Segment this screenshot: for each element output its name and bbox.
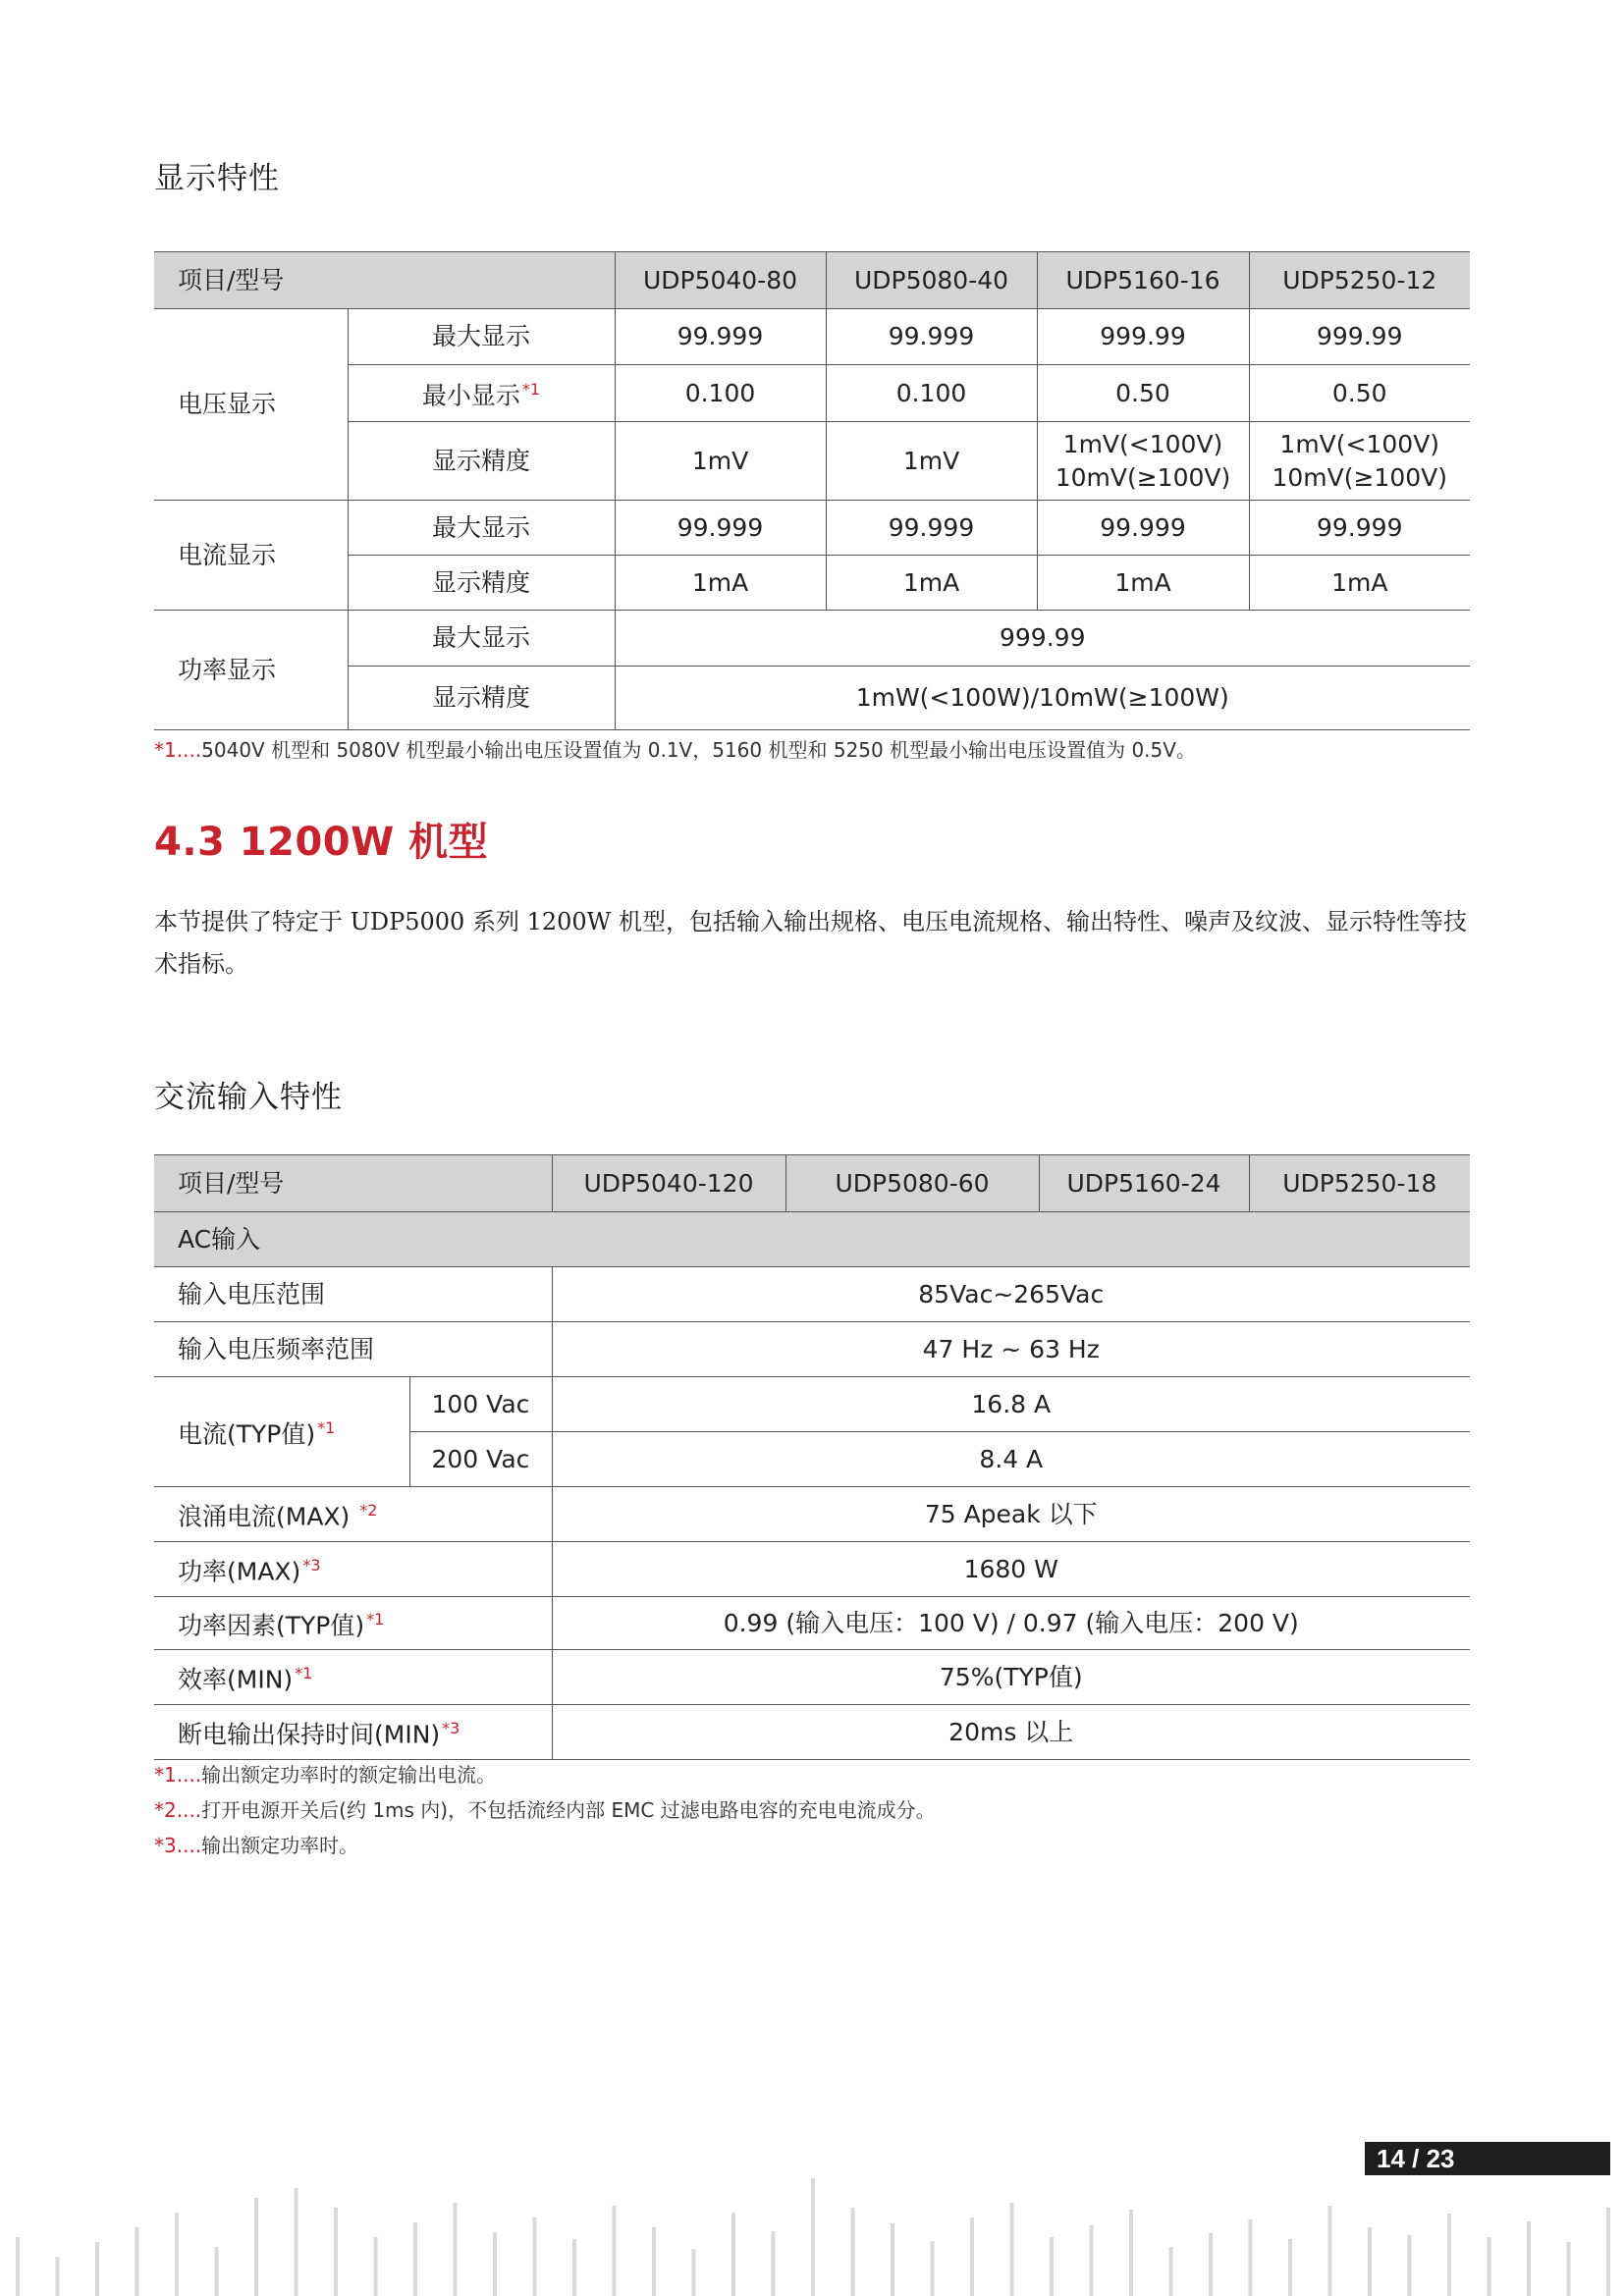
cell-line: 10mV(≥100V)	[1272, 462, 1448, 492]
decorative-bar	[533, 2217, 537, 2296]
table-row	[154, 1542, 1470, 1597]
footnote-text: 输出额定功率时。	[201, 1834, 359, 1857]
decorative-bar	[295, 2188, 298, 2296]
row-label-text: 电流(TYP值)	[178, 1419, 316, 1449]
decorative-bar	[334, 2208, 338, 2296]
decorative-bar	[254, 2198, 258, 2296]
row-label: 显示精度	[348, 422, 615, 501]
cell-line: 1mV	[902, 446, 960, 475]
section-title: 4.3 1200W 机型	[154, 820, 489, 865]
table-cell: 99.999	[826, 501, 1037, 556]
decorative-bar	[1567, 2242, 1571, 2296]
table-cell: 999.99	[615, 611, 1470, 667]
model-header: UDP5040-80	[615, 252, 826, 309]
decorative-bar	[692, 2249, 696, 2296]
decorative-bar	[95, 2242, 99, 2296]
footnote	[154, 1792, 936, 1828]
ac-section-heading: 交流输入特性	[154, 1080, 343, 1115]
table-cell: 999.99	[1249, 309, 1470, 365]
decorative-bar	[1169, 2247, 1173, 2296]
decorative-bar	[613, 2206, 617, 2296]
decorative-bar	[1090, 2225, 1094, 2296]
table-row	[154, 309, 1470, 365]
table-cell: 0.99 (输入电压：100 V) / 0.97 (输入电压：200 V)	[552, 1597, 1470, 1650]
table-cell: 1mA	[1037, 556, 1249, 611]
table-row	[154, 667, 1470, 730]
table-cell: 1mW(<100W)/10mW(≥100W)	[615, 667, 1470, 730]
decorative-bar	[772, 2231, 776, 2296]
decorative-bar	[454, 2203, 458, 2296]
model-header: UDP5080-60	[785, 1155, 1039, 1212]
decorative-bar	[891, 2223, 894, 2296]
decorative-bar	[731, 2213, 735, 2296]
table-cell: 1mA	[826, 556, 1037, 611]
table-cell: 99.999	[1037, 501, 1249, 556]
row-label	[154, 1650, 552, 1705]
decorative-bar	[56, 2257, 60, 2296]
decorative-bar	[215, 2247, 219, 2296]
footnote-marker: *1	[317, 1418, 336, 1438]
footnote-mark: *1....	[154, 738, 202, 762]
table-cell	[1249, 422, 1470, 501]
table-row	[154, 501, 1470, 556]
row-label	[154, 1705, 552, 1760]
footnote-marker: *1	[366, 1610, 385, 1629]
decorative-bar	[493, 2232, 497, 2296]
decorative-bar	[413, 2222, 417, 2296]
decorative-bar	[970, 2217, 974, 2296]
table-cell: 85Vac~265Vac	[552, 1267, 1470, 1322]
table-row	[154, 422, 1470, 501]
table-row	[154, 1487, 1470, 1542]
table-row	[154, 611, 1470, 667]
cell-line: 1mV(<100V)	[1062, 429, 1223, 458]
decorative-bar	[1527, 2221, 1531, 2296]
table-row	[154, 1322, 1470, 1377]
table-cell: 99.999	[826, 309, 1037, 365]
current-display-label: 电流显示	[154, 501, 348, 611]
table-cell	[1037, 422, 1249, 501]
ac-input-group-label: AC输入	[154, 1212, 1470, 1267]
decorative-bar	[652, 2227, 656, 2296]
decorative-bar	[1606, 2208, 1610, 2296]
footnote-text: 打开电源开关后(约 1ms 内)，不包括流经内部 EMC 过滤电路电容的充电电流成分。	[201, 1798, 936, 1822]
decorative-bar	[851, 2208, 855, 2296]
decorative-bar	[931, 2241, 935, 2296]
cell-line: 10mV(≥100V)	[1055, 462, 1231, 492]
row-label	[348, 365, 615, 422]
model-header: UDP5080-40	[826, 252, 1037, 309]
table-cell: 99.999	[615, 501, 826, 556]
footnote	[154, 1757, 936, 1792]
decorative-bar	[374, 2237, 378, 2296]
model-header: UDP5160-16	[1037, 252, 1249, 309]
footnote-marker: *1	[521, 380, 541, 400]
decorative-bar	[1129, 2210, 1133, 2296]
footnote-mark: *3....	[154, 1834, 202, 1857]
row-label: 输入电压频率范围	[154, 1322, 552, 1377]
model-header: UDP5160-24	[1039, 1155, 1249, 1212]
row-label: 显示精度	[348, 667, 615, 730]
row-label: 最大显示	[348, 611, 615, 667]
display-footnotes	[154, 732, 1196, 768]
decorative-bar	[1050, 2237, 1054, 2296]
model-header: UDP5250-18	[1249, 1155, 1470, 1212]
decorative-bar	[16, 2237, 20, 2296]
cell-line: 1mV(<100V)	[1279, 429, 1440, 458]
decorative-bar	[572, 2239, 576, 2296]
item-model-header: 项目/型号	[154, 1155, 552, 1212]
table-row	[154, 556, 1470, 611]
voltage-display-label: 电压显示	[154, 309, 348, 501]
row-label-text: 浪涌电流(MAX)	[178, 1502, 351, 1531]
row-label-text: 效率(MIN)	[178, 1665, 294, 1694]
footnote	[154, 1828, 936, 1863]
table-row	[154, 1705, 1470, 1760]
row-label: 最大显示	[348, 309, 615, 365]
footnote-text: 输出额定功率时的额定输出电流。	[201, 1763, 497, 1787]
decorative-bar	[1209, 2233, 1213, 2296]
decorative-bar	[1328, 2206, 1332, 2296]
table-cell: 1mA	[615, 556, 826, 611]
table-cell: 999.99	[1037, 309, 1249, 365]
table-cell: 99.999	[1249, 501, 1470, 556]
table-cell: 8.4 A	[552, 1432, 1470, 1487]
footnote-marker: *3	[442, 1719, 460, 1738]
section-intro: 本节提供了特定于 UDP5000 系列 1200W 机型，包括输入输出规格、电压电流规格、输出特性、噪声及纹波、显示特性等技术指标。	[154, 908, 1467, 978]
table-cell: 75%(TYP值)	[552, 1650, 1470, 1705]
table-cell	[826, 422, 1037, 501]
decorative-bar	[175, 2213, 179, 2296]
table-row	[154, 1650, 1470, 1705]
footnote	[154, 732, 1196, 768]
table-cell: 75 Apeak 以下	[552, 1487, 1470, 1542]
table-cell: 20ms 以上	[552, 1705, 1470, 1760]
ac-footnotes	[154, 1757, 936, 1863]
table-cell: 1680 W	[552, 1542, 1470, 1597]
row-label	[154, 1597, 552, 1650]
footnote-marker: *3	[302, 1556, 321, 1575]
power-display-label: 功率显示	[154, 611, 348, 730]
ac-input-spec-table	[154, 1154, 1470, 1760]
footnote-marker: *1	[295, 1664, 313, 1683]
condition-label: 200 Vac	[409, 1432, 552, 1487]
table-cell: 0.50	[1037, 365, 1249, 422]
table-cell: 1mA	[1249, 556, 1470, 611]
table-row	[154, 1212, 1470, 1267]
decorative-bar	[1408, 2235, 1412, 2296]
decorative-bar	[1288, 2239, 1292, 2296]
table-row	[154, 365, 1470, 422]
table-cell: 99.999	[615, 309, 826, 365]
table-row	[154, 1377, 1470, 1432]
table-header-row	[154, 1155, 1470, 1212]
row-label	[154, 1377, 409, 1487]
footnote-mark: *1....	[154, 1763, 202, 1787]
row-label: 输入电压范围	[154, 1267, 552, 1322]
decorative-bars	[0, 2150, 1624, 2296]
table-cell: 16.8 A	[552, 1377, 1470, 1432]
row-label-text: 功率(MAX)	[178, 1557, 301, 1586]
table-cell	[615, 422, 826, 501]
row-label-text: 断电输出保持时间(MIN)	[178, 1720, 441, 1749]
row-label: 最大显示	[348, 501, 615, 556]
footnote-mark: *2....	[154, 1798, 202, 1822]
row-label-text: 最小显示	[421, 381, 520, 410]
row-label	[154, 1542, 552, 1597]
model-header: UDP5250-12	[1249, 252, 1470, 309]
condition-label: 100 Vac	[409, 1377, 552, 1432]
decorative-bar	[1447, 2214, 1451, 2296]
decorative-bar	[1249, 2219, 1253, 2296]
row-label-text: 功率因素(TYP值)	[178, 1611, 365, 1640]
page-number: 14 / 23	[1365, 2142, 1610, 2175]
table-row	[154, 1267, 1470, 1322]
table-cell: 0.100	[826, 365, 1037, 422]
display-spec-table	[154, 251, 1470, 730]
footnote-text: 5040V 机型和 5080V 机型最小输出电压设置值为 0.1V，5160 机型和 5250 机型最小输出电压设置值为 0.5V。	[201, 738, 1196, 762]
table-cell: 47 Hz ~ 63 Hz	[552, 1322, 1470, 1377]
table-header-row	[154, 252, 1470, 309]
row-label	[154, 1487, 552, 1542]
table-cell: 0.100	[615, 365, 826, 422]
row-label: 显示精度	[348, 556, 615, 611]
footnote-marker: *2	[359, 1501, 378, 1521]
decorative-bar	[135, 2227, 139, 2296]
decorative-bar	[1010, 2203, 1014, 2296]
display-section-heading: 显示特性	[154, 161, 280, 196]
decorative-bar	[1368, 2227, 1372, 2296]
table-row	[154, 1597, 1470, 1650]
item-model-header: 项目/型号	[154, 252, 615, 309]
table-cell: 0.50	[1249, 365, 1470, 422]
cell-line: 1mV	[691, 446, 749, 475]
model-header: UDP5040-120	[552, 1155, 785, 1212]
decorative-bar	[811, 2178, 815, 2296]
decorative-bar	[1488, 2237, 1491, 2296]
